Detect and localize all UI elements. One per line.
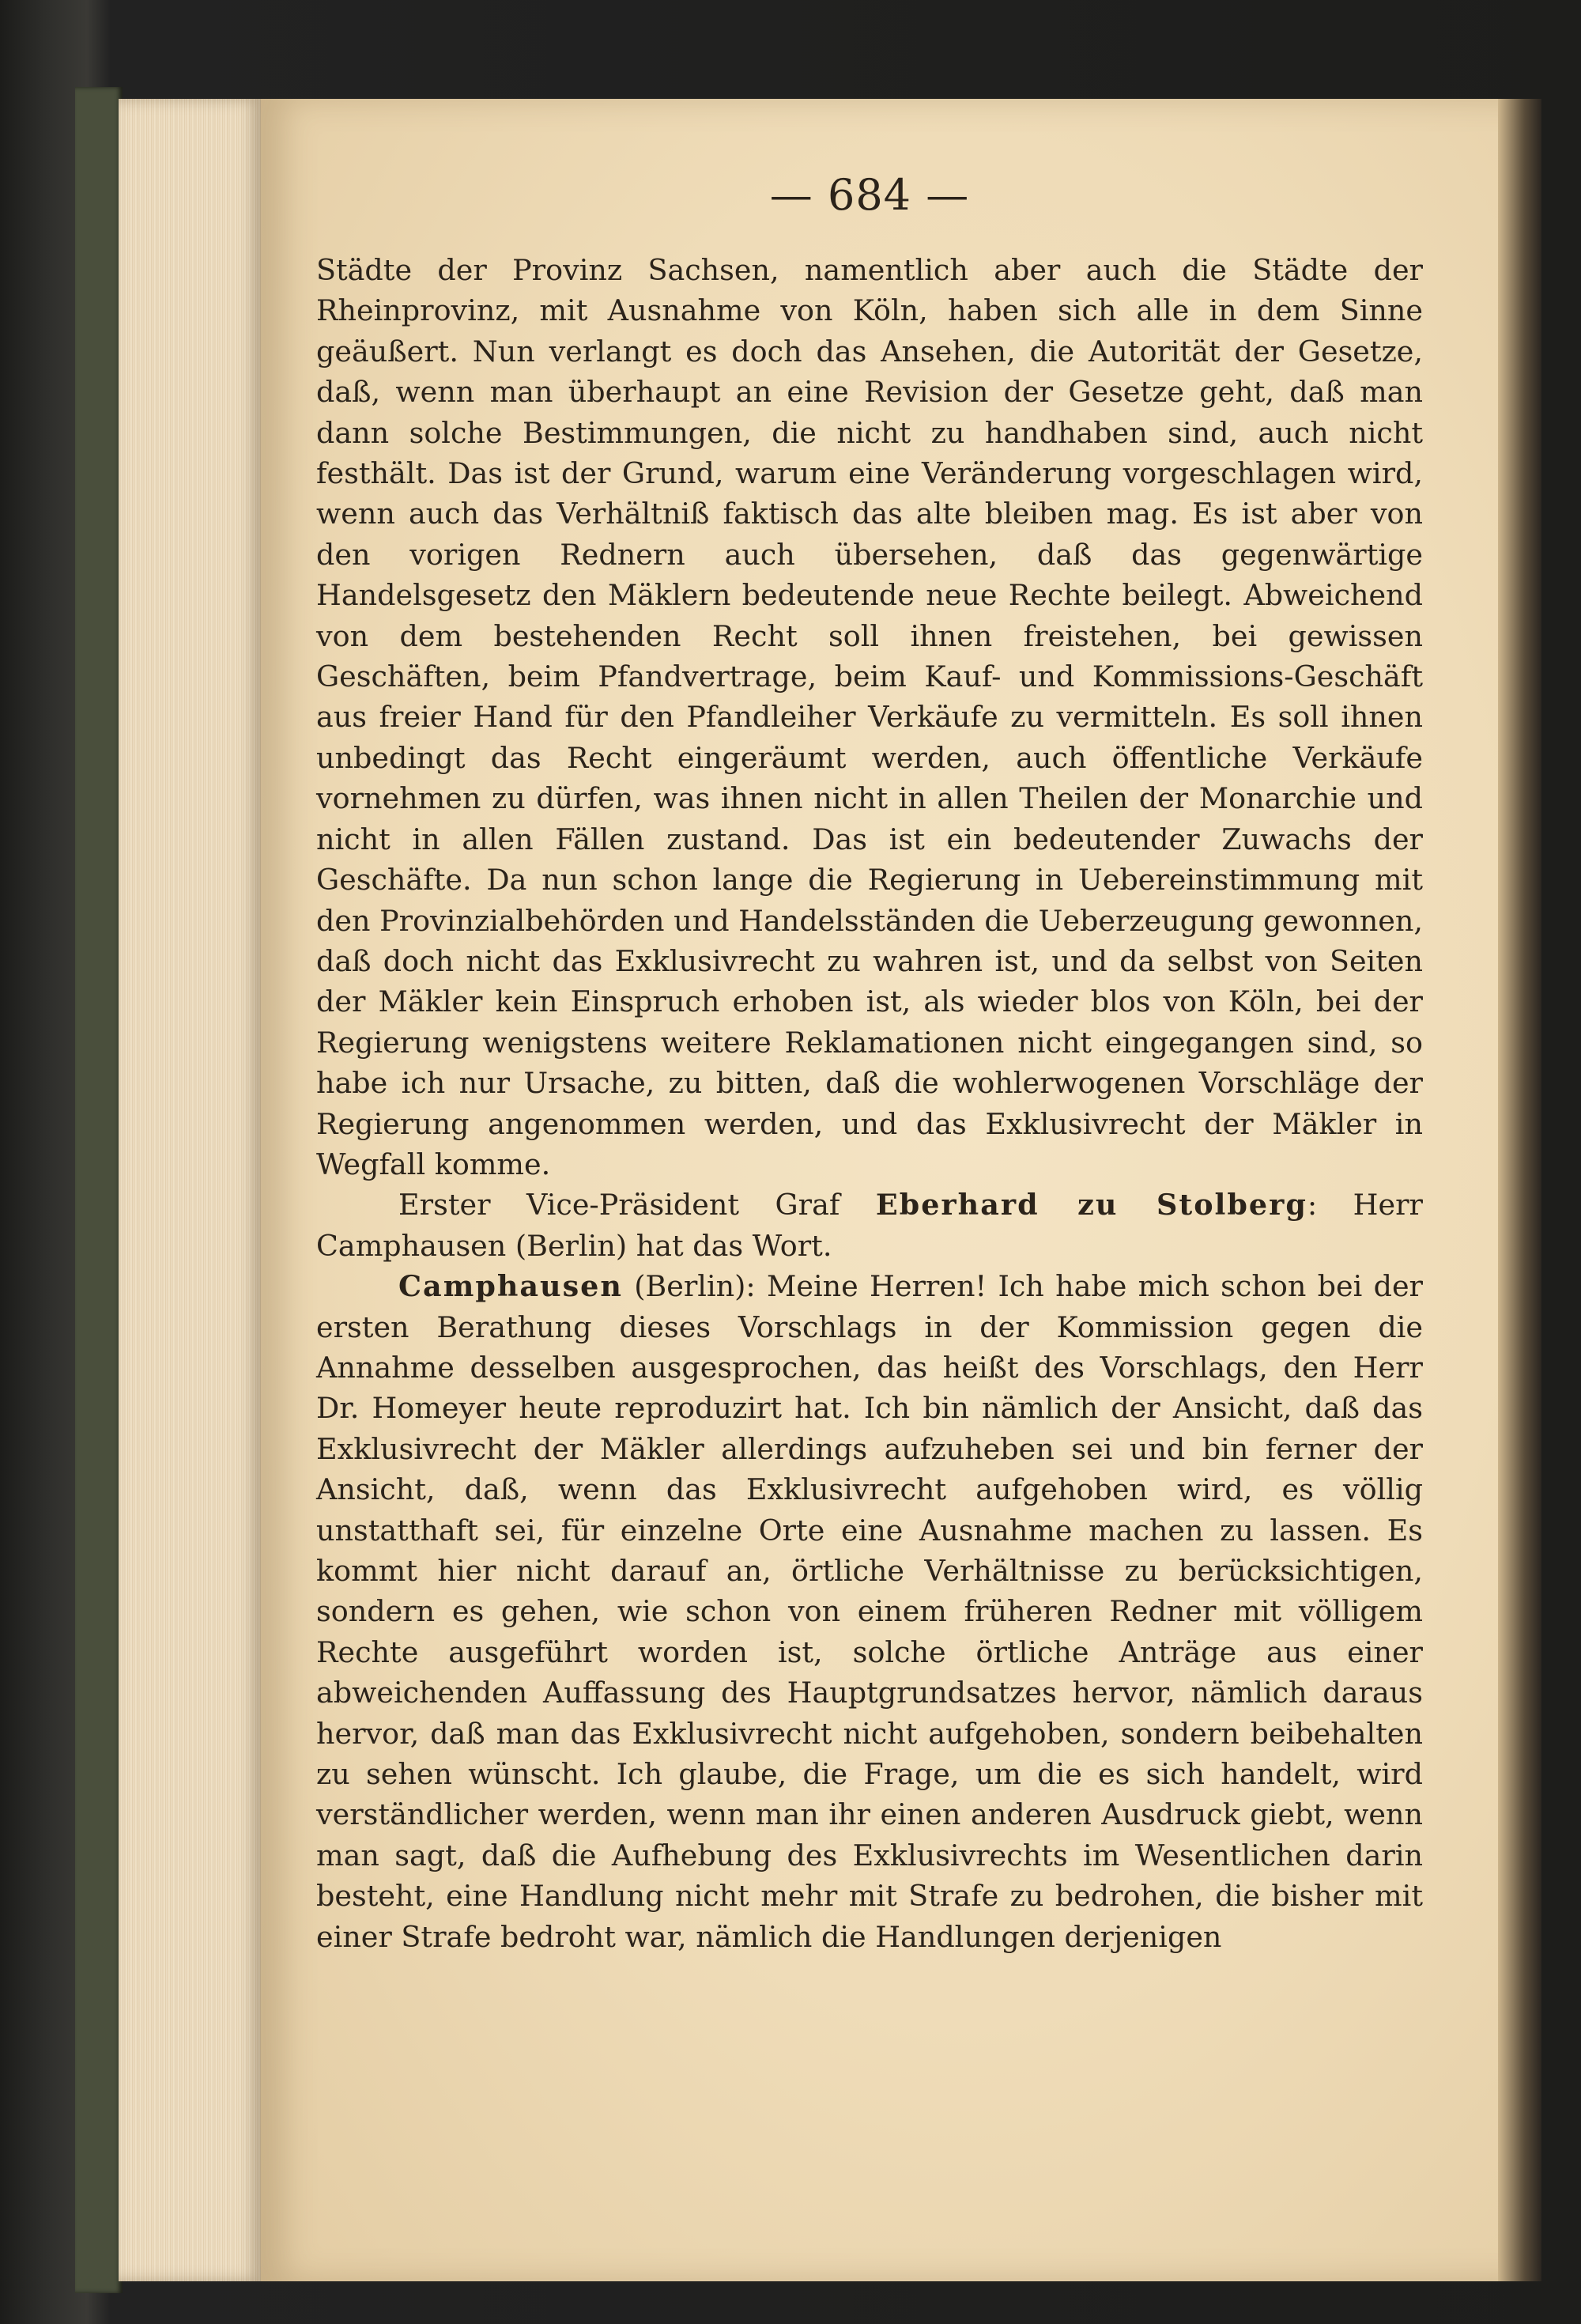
body-paragraph-2 <box>316 1185 1423 1266</box>
speaker-name: Eberhard zu Stolberg <box>875 1188 1307 1222</box>
paragraph-text: Städte der Provinz Sachsen, namentlich aber auch die Städte der Rheinprovinz, mit Ausnahme von Köln, haben sich alle in dem Sinne geäußert. Nun verlangt es doch das Ansehen, die Autorität der Gesetze, daß, wenn man überhaupt an eine Revision der Gesetze geht, daß man dann solche Bestimmungen, die nicht zu handhaben sind, auch nicht festhält. Das ist der Grund, warum eine Veränderung vorgeschlagen wird, wenn auch das Verhältniß faktisch das alte bleiben mag. Es ist aber von den vorigen Rednern auch übersehen, daß das gegenwärtige Handelsgesetz den Mäklern bedeutende neue Rechte beilegt. Abweichend von dem bestehenden Recht soll ihnen freistehen, bei gewissen Geschäften, beim Pfandvertrage, beim Kauf- und Kommissions-Geschäft aus freier Hand für den Pfandleiher Verkäufe zu vermitteln. Es soll ihnen unbedingt das Recht eingeräumt werden, auch öffentliche Verkäufe vornehmen zu dürfen, was ihnen nicht in allen Theilen der Monarchie und nicht in allen Fällen zustand. Das ist ein bedeutender Zuwachs der Geschäfte. Da nun schon lange die Regierung in Uebereinstimmung mit den Provinzialbehörden und Handelsständen die Ueberzeugung gewonnen, daß doch nicht das Exklusivrecht zu wahren ist, und da selbst von Seiten der Mäkler kein Einspruch erhoben ist, als wieder blos von Köln, bei der Regierung wenigstens weitere Reklamationen nicht eingegangen sind, so habe ich nur Ursache, zu bitten, daß die wohlerwogenen Vorschläge der Regierung angenommen werden, und das Exklusivrecht der Mäkler in Wegfall komme. <box>316 253 1423 1181</box>
speaker-name: Camphausen <box>398 1269 623 1304</box>
body-paragraph-3 <box>316 1266 1423 1957</box>
page-stack-edges <box>119 99 261 2281</box>
body-paragraph-1 <box>316 250 1423 1185</box>
page-content <box>316 170 1423 1957</box>
right-gutter <box>1498 99 1541 2281</box>
paragraph-text: Erster Vice-Präsident Graf <box>398 1188 876 1222</box>
book-cover-edge <box>75 87 123 2293</box>
paragraph-text: (Berlin): Meine Herren! Ich habe mich schon bei der ersten Berathung dieses Vorschlags in der Kommission gegen die Annahme desselben ausgesprochen, das heißt des Vorschlags, den Herr Dr. Homeyer heute reproduzirt hat. Ich bin nämlich der Ansicht, daß das Exklusivrecht der Mäkler allerdings aufzuheben sei und bin ferner der Ansicht, daß, wenn das Exklusivrecht aufgehoben wird, es völlig unstatthaft sei, für einzelne Orte eine Ausnahme machen zu lassen. Es kommt hier nicht darauf an, örtliche Verhältnisse zu berücksichtigen, sondern es gehen, wie schon von einem früheren Redner mit völligem Rechte ausgeführt worden ist, solche örtliche Anträge aus einer abweichenden Auffassung des Hauptgrundsatzes hervor, nämlich daraus hervor, daß man das Exklusivrecht nicht aufgehoben, sondern beibehalten zu sehen wünscht. Ich glaube, die Frage, um die es sich handelt, wird verständlicher werden, wenn man ihr einen anderen Ausdruck giebt, wenn man sagt, daß die Aufhebung des Exklusivrechts im Wesentlichen darin besteht, eine Handlung nicht mehr mit Strafe zu bedrohen, die bisher mit einer Strafe bedroht war, nämlich die Handlungen derjenigen <box>316 1269 1423 1954</box>
paragraph-text: : Herr Camphausen (Berlin) hat das Wort. <box>316 1188 1423 1263</box>
page-number: — 684 — <box>769 170 970 220</box>
